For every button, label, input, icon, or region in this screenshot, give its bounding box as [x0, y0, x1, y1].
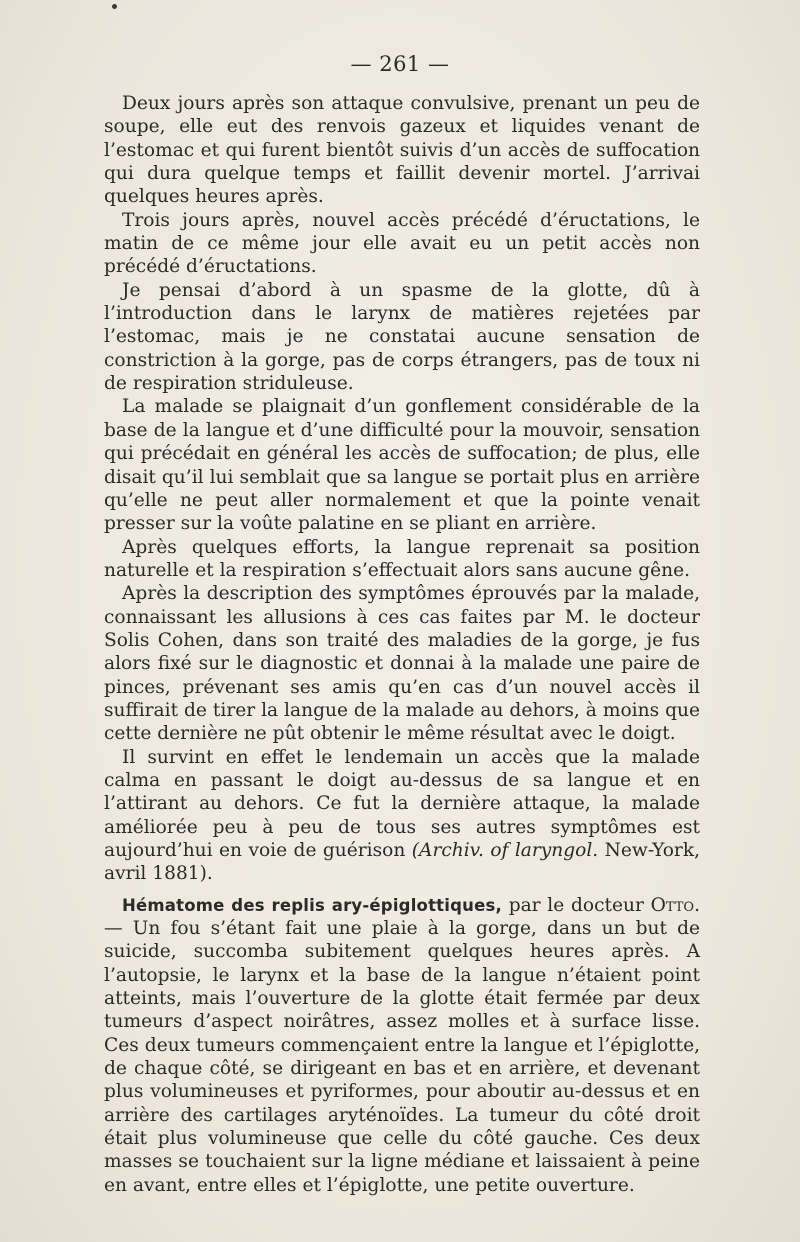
paragraph-text: Il survint en effet le lendemain un accès que la malade calma en passant le doigt au-dessus de sa langue et en l’attirant au dehors. Ce fut la dernière attaque, la malade améliorée peu à peu de tous ses autres symptômes est aujourd’hui en voie de guérison: [104, 746, 700, 861]
section-by: par le docteur: [501, 894, 651, 916]
page-number: — 261 —: [350, 52, 450, 76]
paragraph: Je pensai d’abord à un spasme de la glotte, dû à l’introduction dans le larynx de matières rejetées par l’estomac, mais je ne constatai aucune sensation de constriction à la gorge, pas de corps étrangers, pas de toux ni de respiration striduleuse.: [104, 279, 700, 395]
paragraph: Trois jours après, nouvel accès précédé d’éructations, le matin de ce même jour elle avait eu un petit accès non précédé d’éructations.: [104, 209, 700, 278]
section-gap: [104, 886, 700, 894]
paragraph: [104, 746, 700, 886]
section-paragraph: [104, 894, 700, 1197]
paragraph-text: New-York, avril 1881).: [104, 840, 700, 885]
body-text: [104, 92, 700, 1197]
paragraph: Après la description des symptômes éprouvés par la malade, connaissant les allusions à ces cas faites par M. le docteur Solis Cohen, dans son traité des maladies de la gorge, je fus alors fixé sur le diagnostic et donnai à la malade une paire de pinces, prévenant ses amis qu’en cas d’un nouvel accès il suffirait de tirer la langue de la malade au dehors, à moins que cette dernière ne pût obtenir le même résultat avec le doigt.: [104, 583, 700, 745]
paragraph: Après quelques efforts, la langue reprenait sa position naturelle et la respiration s’effectuait alors sans aucune gêne.: [104, 536, 700, 581]
section-author: Otto.: [650, 894, 700, 916]
paragraph: La malade se plaignait d’un gonflement considérable de la base de la langue et d’une difficulté pour la mouvoir, sensation qui précédait en général les accès de suffocation; de plus, elle disait qu’il lui semblait que sa langue se portait plus en arrière qu’elle ne peut aller normalement et que la pointe venait presser sur la voûte palatine en se pliant en arrière.: [104, 396, 700, 535]
citation: (Archiv. of laryngol.: [411, 840, 599, 861]
section-heading: Hématome des replis ary-épiglottiques,: [122, 895, 502, 915]
section-body: — Un fou s’étant fait une plaie à la gorge, dans un but de suicide, succomba subitement quelques heures après. A l’autopsie, le larynx et la base de la langue n’étaient point atteints, mais l’ouverture de la glotte était fermée par deux tumeurs d’aspect noirâtres, assez molles et à surface lisse. Ces deux tumeurs commençaient entre la langue et l’épiglotte, de chaque côté, se dirigeant en bas et en arrière, et devenant plus volumineuses et pyriformes, pour aboutir au-dessus et en arrière des cartilages aryténoïdes. La tumeur du côté droit était plus volumineuse que celle du côté gauche. Ces deux masses se touchaient sur la ligne médiane et laissaient à peine en avant, entre elles et l’épiglotte, une petite ouverture.: [104, 918, 700, 1196]
paragraph: Deux jours après son attaque convulsive, prenant un peu de soupe, elle eut des renvois gazeux et liquides venant de l’estomac et qui furent bientôt suivis d’un accès de suffocation qui dura quelque temps et faillit devenir mortel. J’arrivai quelques heures après.: [104, 93, 700, 208]
ink-speck: [112, 4, 117, 9]
